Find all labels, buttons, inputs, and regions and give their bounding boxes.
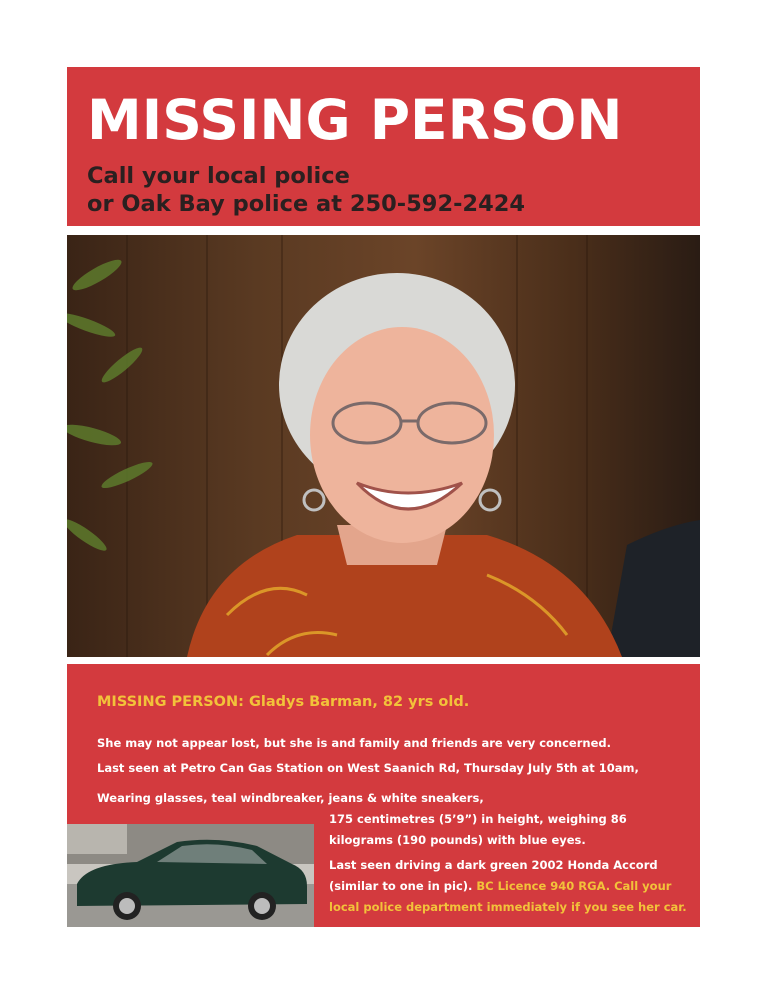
person-name-heading: MISSING PERSON: Gladys Barman, 82 yrs old.: [97, 694, 470, 710]
licence-plate-text: BC Licence 940 RGA. Call your: [476, 879, 672, 893]
detail-line: She may not appear lost, but she is and family and friends are very concerned.: [97, 736, 611, 750]
photo-illustration: [67, 235, 700, 657]
detail-line: [329, 877, 671, 895]
detail-line: Wearing glasses, teal windbreaker, jeans & white sneakers,: [97, 791, 484, 805]
call-police-line: Call your local police: [87, 163, 350, 189]
detail-line: Last seen at Petro Can Gas Station on West Saanich Rd, Thursday July 5th at 10am,: [97, 761, 639, 775]
missing-person-photo: [67, 235, 700, 657]
detail-line: 175 centimetres (5’9”) in height, weighing 86: [329, 812, 627, 826]
oak-bay-police-phone: or Oak Bay police at 250-592-2424: [87, 191, 526, 217]
detail-line: kilograms (190 pounds) with blue eyes.: [329, 833, 586, 847]
detail-line: Last seen driving a dark green 2002 Honda Accord: [329, 858, 658, 872]
header-banner: [67, 67, 700, 226]
person-background: [607, 520, 700, 657]
detail-text: (similar to one in pic).: [329, 879, 477, 893]
page-title: MISSING PERSON: [87, 88, 623, 152]
details-panel: [67, 664, 700, 927]
bamboo-leaves: [67, 255, 155, 555]
car-illustration: [67, 824, 314, 927]
detail-line: local police department immediately if you see her car.: [329, 900, 687, 914]
car-photo: [67, 824, 314, 927]
